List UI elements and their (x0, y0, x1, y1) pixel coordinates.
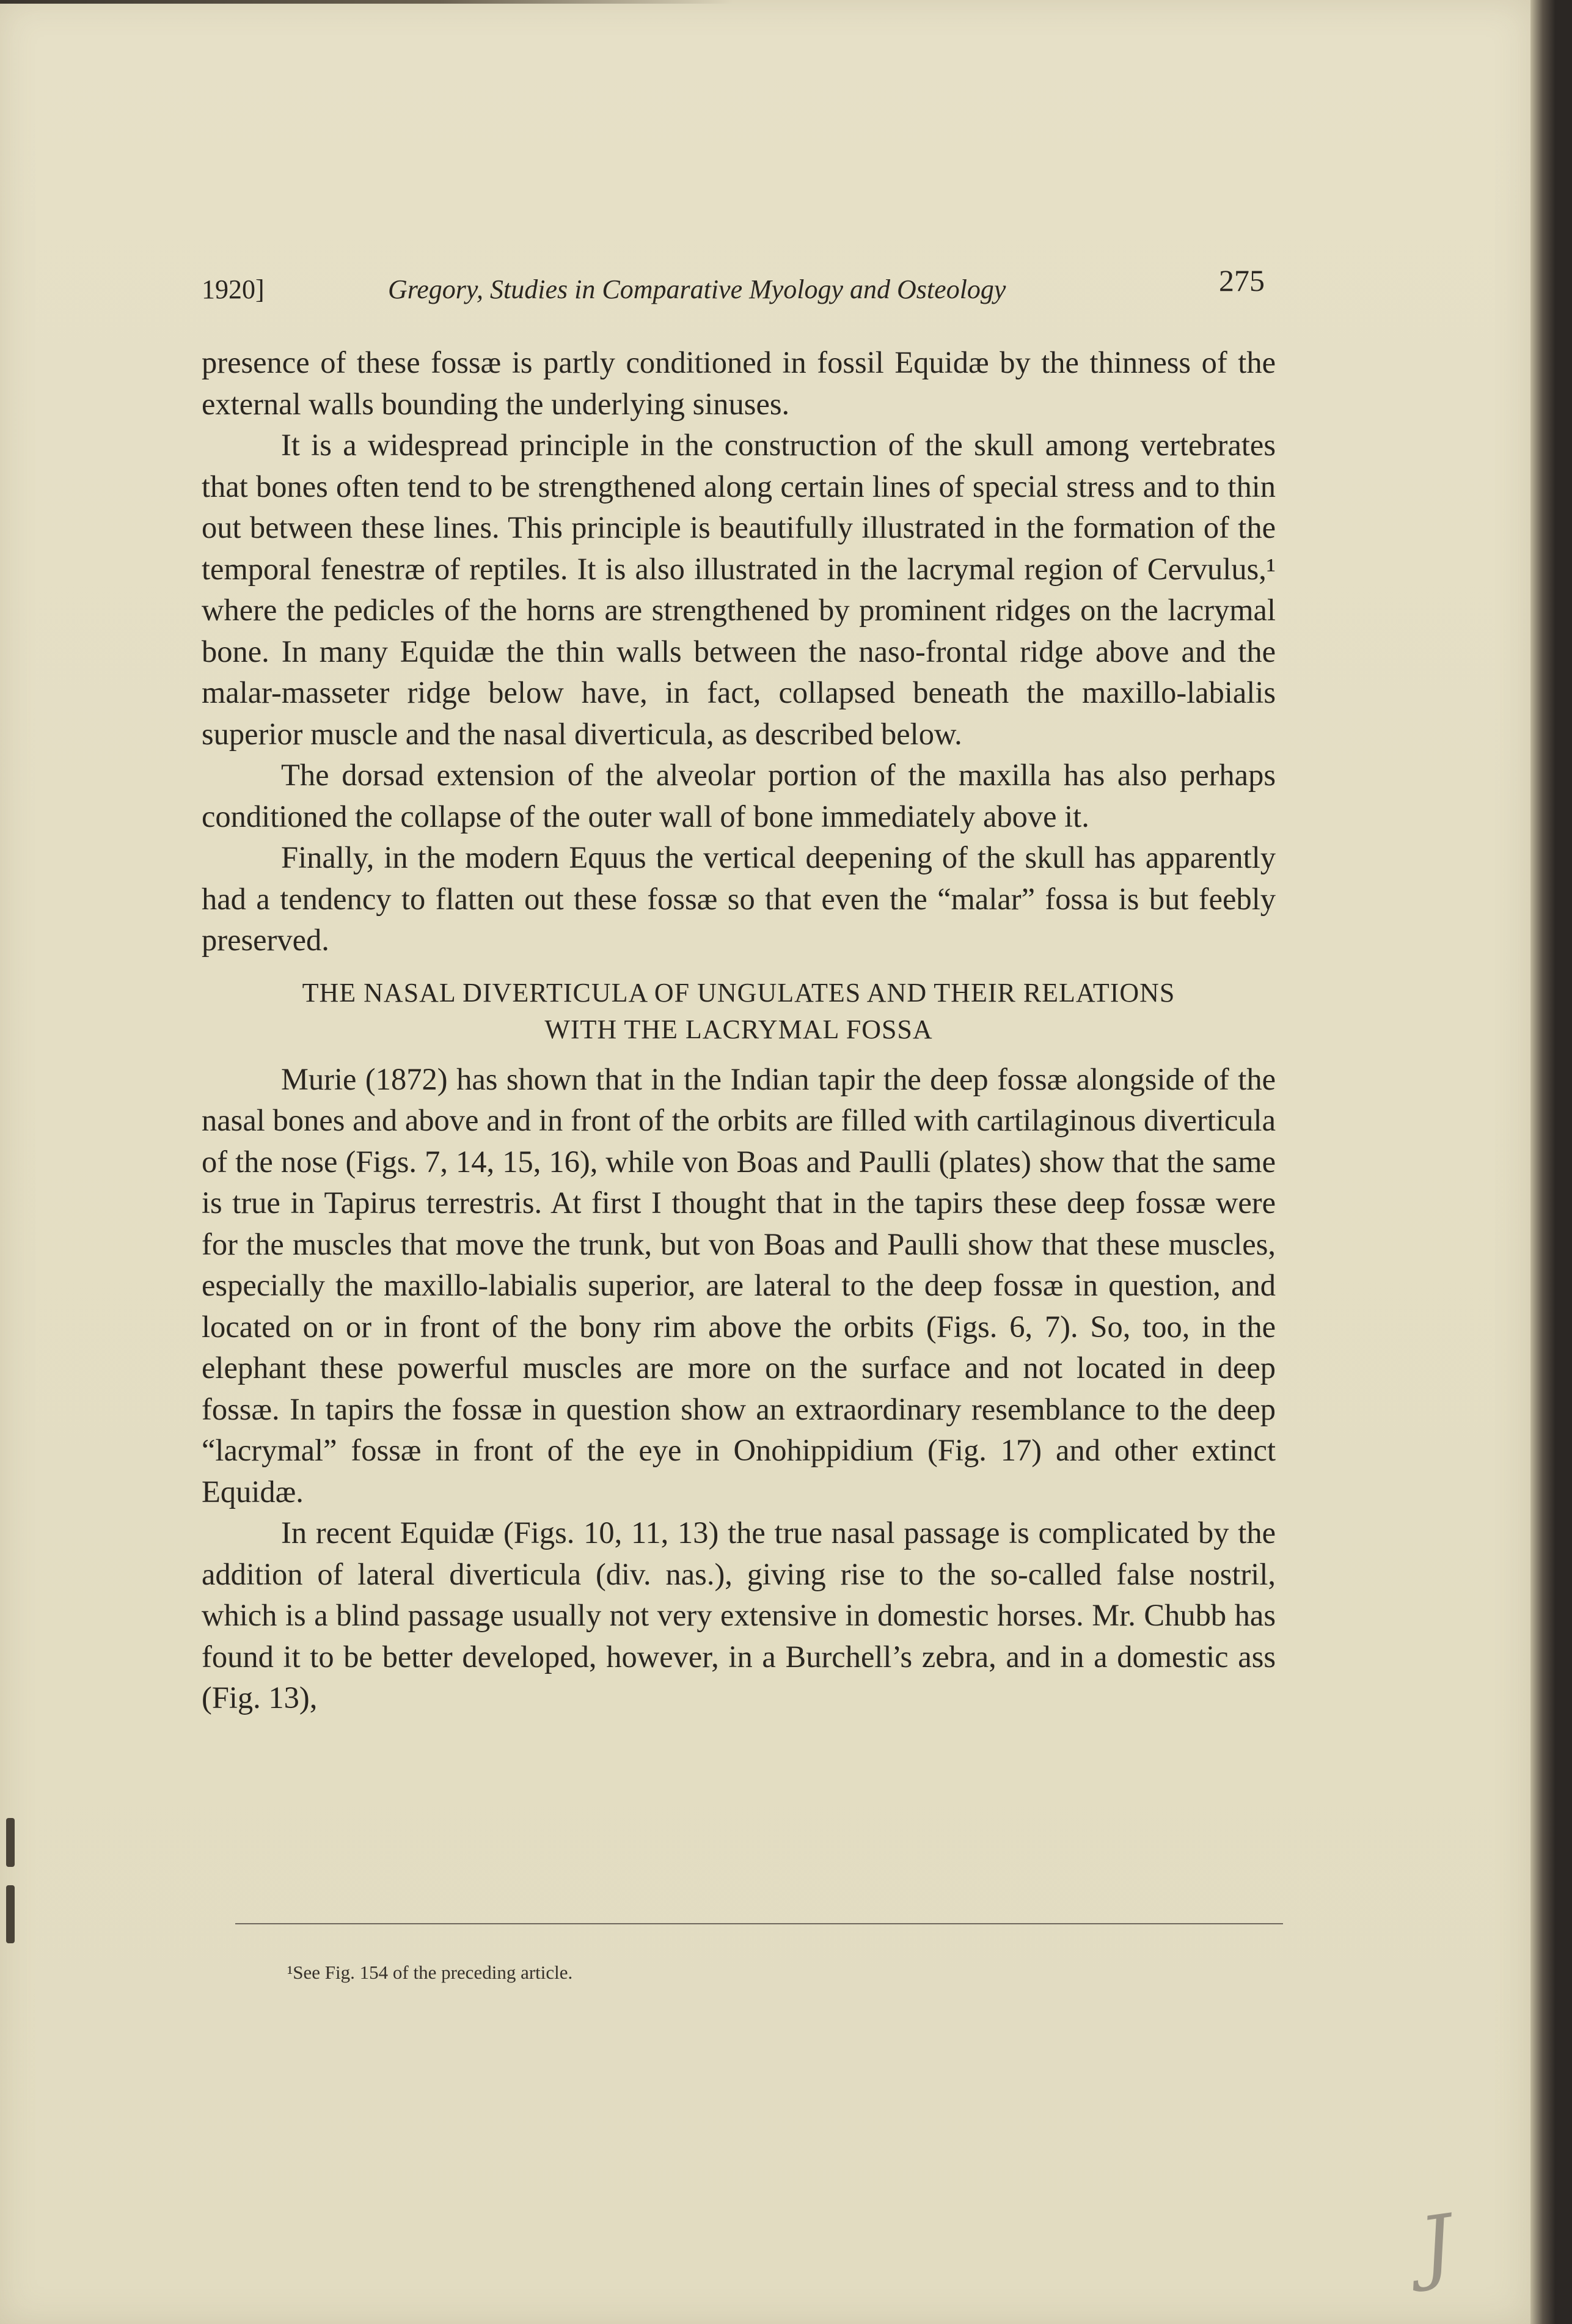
section-heading-line: THE NASAL DIVERTICULA OF UNGULATES AND THEIR RELATIONS (302, 977, 1175, 1008)
running-header (202, 263, 1265, 312)
paragraph: It is a widespread principle in the construction of the skull among vertebrates that bones often tend to be strengthened along certain lines of special stress and to thin out between these lines. This principle is beautifully illustrated in the formation of the temporal fenestræ of reptiles. It is also illustrated in the lacrymal region of Cervulus,¹ where the pedicles of the horns are strengthened by prominent ridges on the lacrymal bone. In many Equidæ the thin walls between the naso-frontal ridge above and the malar-masseter ridge below have, in fact, collapsed beneath the maxillo-labialis superior muscle and the nasal diverticula, as described below. (202, 428, 1276, 751)
section-heading (202, 975, 1276, 1048)
paragraph: presence of these fossæ is partly conditioned in fossil Equidæ by the thinness of the external walls bounding the underlying sinuses. (202, 345, 1276, 421)
paragraph: Finally, in the modern Equus the vertical deepening of the skull has apparently had a tendency to flatten out these fossæ so that even the “malar” fossa is but feebly preserved. (202, 840, 1276, 957)
page-top-edge (0, 0, 733, 4)
page-right-edge (1530, 0, 1572, 2324)
footnote: ¹See Fig. 154 of the preceding article. (287, 1962, 573, 1983)
pencil-annotation: J (1414, 2197, 1459, 2293)
header-year: 1920] (202, 274, 265, 304)
binding-mark-lower (6, 1885, 15, 1943)
binding-mark-upper (6, 1818, 15, 1867)
footnote-rule (235, 1923, 1283, 1924)
section-heading-line: WITH THE LACRYMAL FOSSA (544, 1014, 933, 1044)
body-text (202, 342, 1276, 1719)
paragraph: The dorsad extension of the alveolar portion of the maxilla has also perhaps conditioned the collapse of the outer wall of bone immediately above it. (202, 758, 1276, 834)
running-title: Gregory, Studies in Comparative Myology and Osteology (388, 274, 1006, 304)
paragraph: In recent Equidæ (Figs. 10, 11, 13) the true nasal passage is complicated by the addition of lateral diverticula (div. nas.), giving rise to the so-called false nostril, which is a blind passage usually not very extensive in domestic horses. Mr. Chubb has found it to be better developed, however, in a Burchell’s zebra, and in a domestic ass (Fig. 13), (202, 1516, 1276, 1715)
page-number: 275 (1219, 263, 1265, 298)
paragraph: Murie (1872) has shown that in the Indian tapir the deep fossæ alongside of the nasal bones and above and in front of the orbits are filled with cartilaginous diverticula of the nose (Figs. 7, 14, 15, 16), while von Boas and Paulli (plates) show that the same is true in Tapirus terrestris. At first I thought that in the tapirs these deep fossæ were for the muscles that move the trunk, but von Boas and Paulli show that these muscles, especially the maxillo-labialis superior, are lateral to the deep fossæ in question, and located on or in front of the bony rim above the orbits (Figs. 6, 7). So, too, in the elephant these powerful muscles are more on the surface and not located in deep fossæ. In tapirs the fossæ in question show an extraordinary resemblance to the deep “lacrymal” fossæ in front of the eye in Onohippidium (Fig. 17) and other extinct Equidæ. (202, 1061, 1276, 1509)
